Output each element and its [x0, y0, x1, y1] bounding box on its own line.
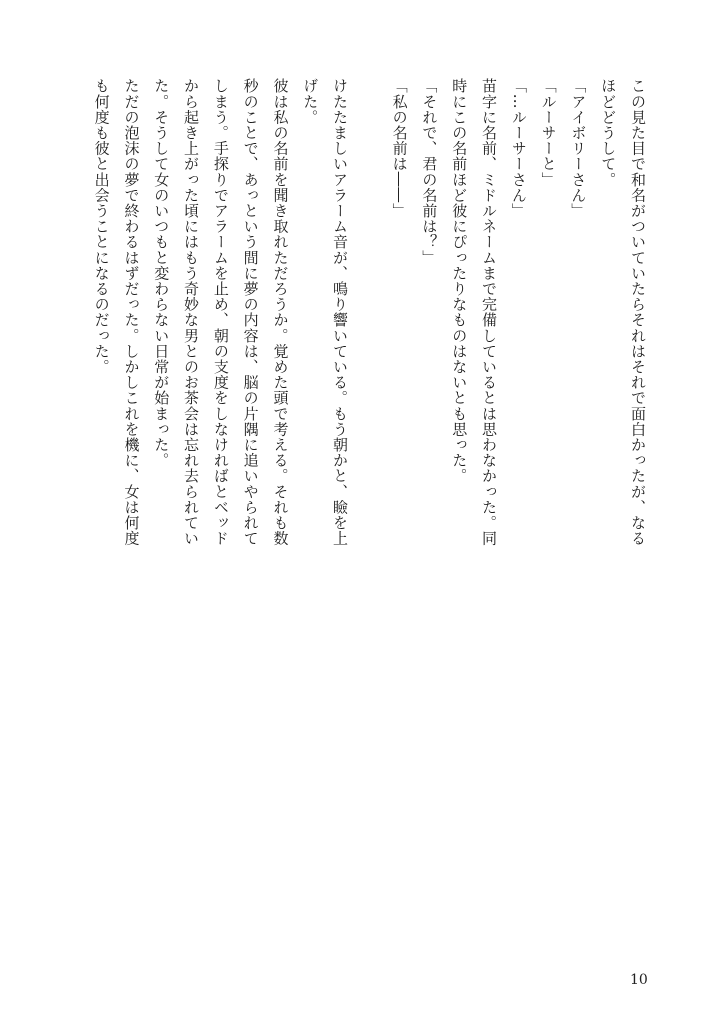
text-line: げた。 [301, 78, 320, 125]
blank-line [354, 78, 384, 518]
page-number: 10 [630, 972, 648, 988]
text-line: 秒のことで、あっという間に夢の内容は、脳の片隅に追いやられて [241, 78, 260, 546]
text-line: から起き上がった頃にはもう奇妙な男とのお茶会は忘れ去られてい [182, 78, 201, 546]
text-line: 彼は私の名前を聞き取れただろうか。覚めた頭で考える。それも数 [271, 78, 290, 546]
text-line: 時にこの名前ほど彼にぴったりなものはないとも思った。 [450, 78, 469, 484]
text-line: 「それで、君の名前は？」 [420, 78, 439, 266]
text-line: 苗字に名前、ミドルネームまで完備しているとは思わなかった。同 [480, 78, 499, 546]
text-line: も何度も彼と出会うことになるのだった。 [92, 78, 111, 375]
body-text [86, 78, 652, 546]
text-line: この見た目で和名がついていたらそれはそれで面白かったが、なる [629, 78, 647, 546]
text-line: ただの泡沫の夢で終わるはずだった。しかしこれを機に、女は何度 [122, 78, 141, 546]
text-line: ほどどうして。 [599, 78, 618, 188]
text-line: た。そうして女のいつもと変わらない日常が始まった。 [152, 78, 171, 468]
text-line: 「アイボリーさん」 [569, 78, 588, 219]
text-line: しまう。手探りでアラームを止め、朝の支度をしなければとベッド [211, 78, 230, 546]
text-line: けたたましいアラーム音が、鳴り響いている。もう朝かと、瞼を上 [331, 78, 350, 546]
text-line: 「…ルーサーさん」 [509, 78, 528, 219]
text-line: 「ルーサーと」 [539, 78, 558, 188]
text-line: 「私の名前は――」 [390, 78, 409, 219]
